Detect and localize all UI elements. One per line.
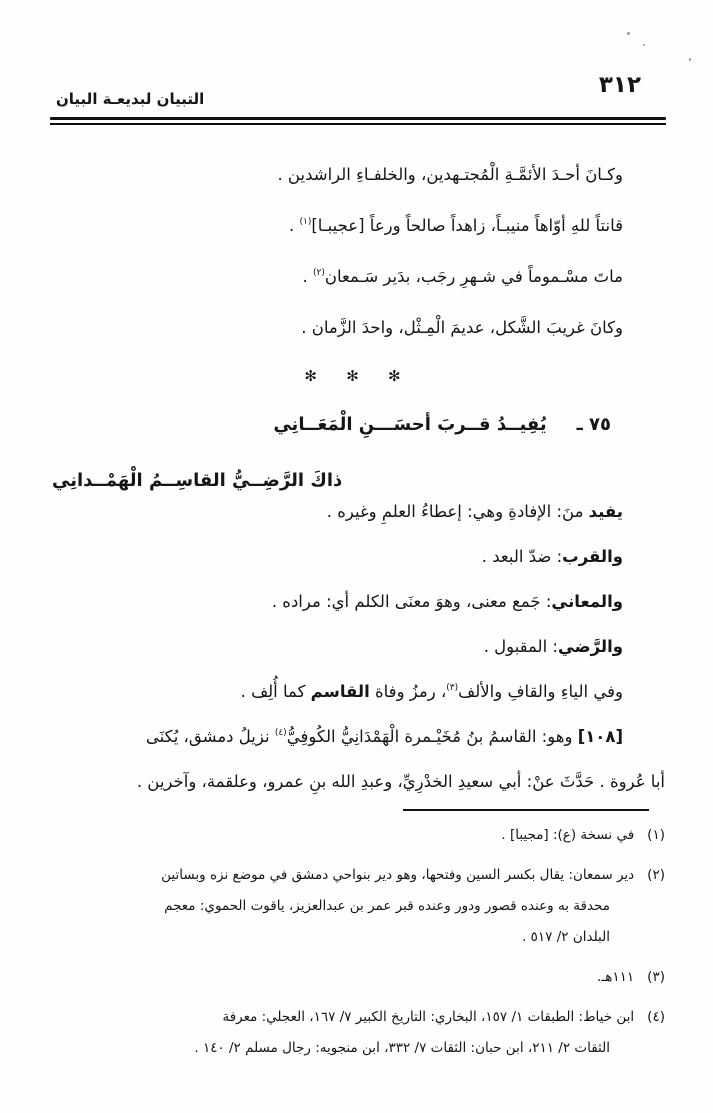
- scan-speck: [689, 58, 691, 61]
- prose-line: [52, 211, 665, 241]
- footnote-text: ١١١هـ.: [597, 969, 635, 985]
- footnote-marker: (١): [647, 827, 665, 843]
- text-segment: [١٠٨]: [577, 727, 623, 746]
- verse-number: ٧٥ ـ: [576, 414, 611, 435]
- text-segment: .: [288, 216, 300, 235]
- explanation-line: [52, 587, 665, 617]
- footnote-line: البلدان ٢/ ٥١٧ .: [522, 929, 610, 945]
- footnote-marker: (٣): [647, 969, 665, 985]
- prose-line: [52, 313, 665, 343]
- text-segment: : ضدّ البعد .: [481, 547, 563, 566]
- text-segment: والمعاني: [551, 592, 623, 611]
- scan-speck: [627, 32, 630, 35]
- text-segment: يفيد: [588, 502, 623, 521]
- footnote-marker: (٤): [647, 1009, 665, 1025]
- footnote-line: محدقة به وعنده قصور ودور وعنده قبر عمر بن عبدالعزيز، ياقوت الحموي: معجم: [164, 898, 610, 914]
- book-title: التبيان لبديعـة البيان: [56, 90, 205, 108]
- footnote: [52, 820, 665, 851]
- header-double-rule: [50, 117, 666, 125]
- prose-line: [52, 262, 665, 292]
- footnote-divider: [403, 809, 649, 811]
- footnote-ref: (٣): [446, 682, 459, 693]
- footnote-text: دير سمعان: يقال بكسر السين وفتحها، وهو دير بنواحي دمشق في موضع نزه وبساتين: [161, 867, 635, 883]
- explanation-line: [52, 767, 665, 797]
- footnote: [52, 1002, 665, 1064]
- footnote-line: [52, 860, 665, 891]
- text-segment: وكـانَ أحـدَ الأئمَّـةِ الْمُجتـهدين، والخلفـاءِ الراشدين .: [277, 165, 623, 184]
- text-segment: القاسم: [310, 682, 370, 701]
- text-segment: كما أُلِف .: [240, 682, 311, 701]
- footnote: [52, 962, 665, 993]
- text-segment: ، رمزُ وفاة: [369, 682, 447, 701]
- text-segment: : المقبول .: [483, 637, 558, 656]
- rule-thin: [50, 123, 666, 125]
- verse-hemistich-2: ذاكَ الرَّضِــيُّ القاسِــمُ الْهَمْــدانِي: [52, 470, 343, 491]
- footnote-ref: (٢): [312, 267, 325, 278]
- text-segment: والرَّضي: [557, 637, 623, 656]
- scan-speck: [643, 44, 645, 46]
- footnote-ref: (٤): [274, 727, 287, 738]
- text-segment: والقرب: [562, 547, 623, 566]
- explanation-line: [52, 632, 665, 662]
- text-segment: ماتَ مسْـموماً في شـهرِ رجَب، بدَير سَـمعان: [324, 267, 623, 286]
- text-segment: نزيلُ دمشق، يُكنَى: [145, 727, 275, 746]
- text-segment: وفي الياءِ والقافِ والألف: [458, 682, 623, 701]
- verse-line: [52, 409, 665, 441]
- footnote-line: [52, 820, 665, 851]
- text-segment: وهو: القاسمُ بنُ مُخَيْـمرة الْهَمْدَانِيُّ الكُوفِيُّ: [286, 727, 578, 746]
- text-segment: قانتاً للهِ أوّاهاً منيبـاً، زاهداً صالحاً ورعاً [عجيبـا]: [311, 216, 623, 235]
- footnote-marker: (٢): [647, 867, 665, 883]
- rule-thick: [50, 117, 666, 120]
- explanation-line: [52, 677, 665, 707]
- footnotes-block: [52, 820, 665, 1064]
- text-segment: : جَمع معنى، وهوَ معنَى الكلم أي: مراده .: [271, 592, 552, 611]
- footnote: [52, 860, 665, 953]
- prose-line: [52, 160, 665, 190]
- explanation-line: [52, 542, 665, 572]
- text-segment: منَ: الإفادةِ وهي: إعطاءُ العلمِ وغيره .: [326, 502, 589, 521]
- explanation-block: [52, 497, 665, 797]
- footnote-text: في نسخة (ع): [مجيبا] .: [501, 827, 635, 843]
- footnote-ref: (١): [299, 216, 312, 227]
- text-segment: وكانَ غريبَ الشَّكل، عديمَ الْمِـثْل، واحدَ الزَّمان .: [301, 318, 623, 337]
- text-segment: أبا عُروة . حَدَّثَ عنْ: أبي سعيدِ الخدْرِيِّ، وعبدِ الله بنِ عمرو، وعلقمة، وآخرين .: [136, 772, 665, 791]
- footnote-line: الثقات ٢/ ٢١١، ابن حبان: الثقات ٧/ ٣٣٢، ابن منجويه: رجال مسلم ٢/ ١٤٠ .: [194, 1040, 610, 1056]
- page-number: ٣١٢: [598, 72, 641, 98]
- text-segment: .: [302, 267, 313, 286]
- verse-hemistich-1: يُفِيــدُ قــربَ أحسَـــنِ الْمَعَــانِي: [273, 414, 547, 435]
- explanation-line: [52, 722, 665, 752]
- page-content: [52, 160, 665, 1064]
- explanation-line: [52, 497, 665, 527]
- prose-block: [52, 160, 665, 343]
- footnote-line: [52, 1002, 665, 1033]
- footnote-line: [52, 962, 665, 993]
- ornament-separator: ✻ ✻ ✻: [304, 367, 413, 385]
- footnote-text: ابن خياط: الطبقات ١/ ١٥٧، البخاري: التاريخ الكبير ٧/ ١٦٧، العجلي: معرفة: [222, 1009, 635, 1025]
